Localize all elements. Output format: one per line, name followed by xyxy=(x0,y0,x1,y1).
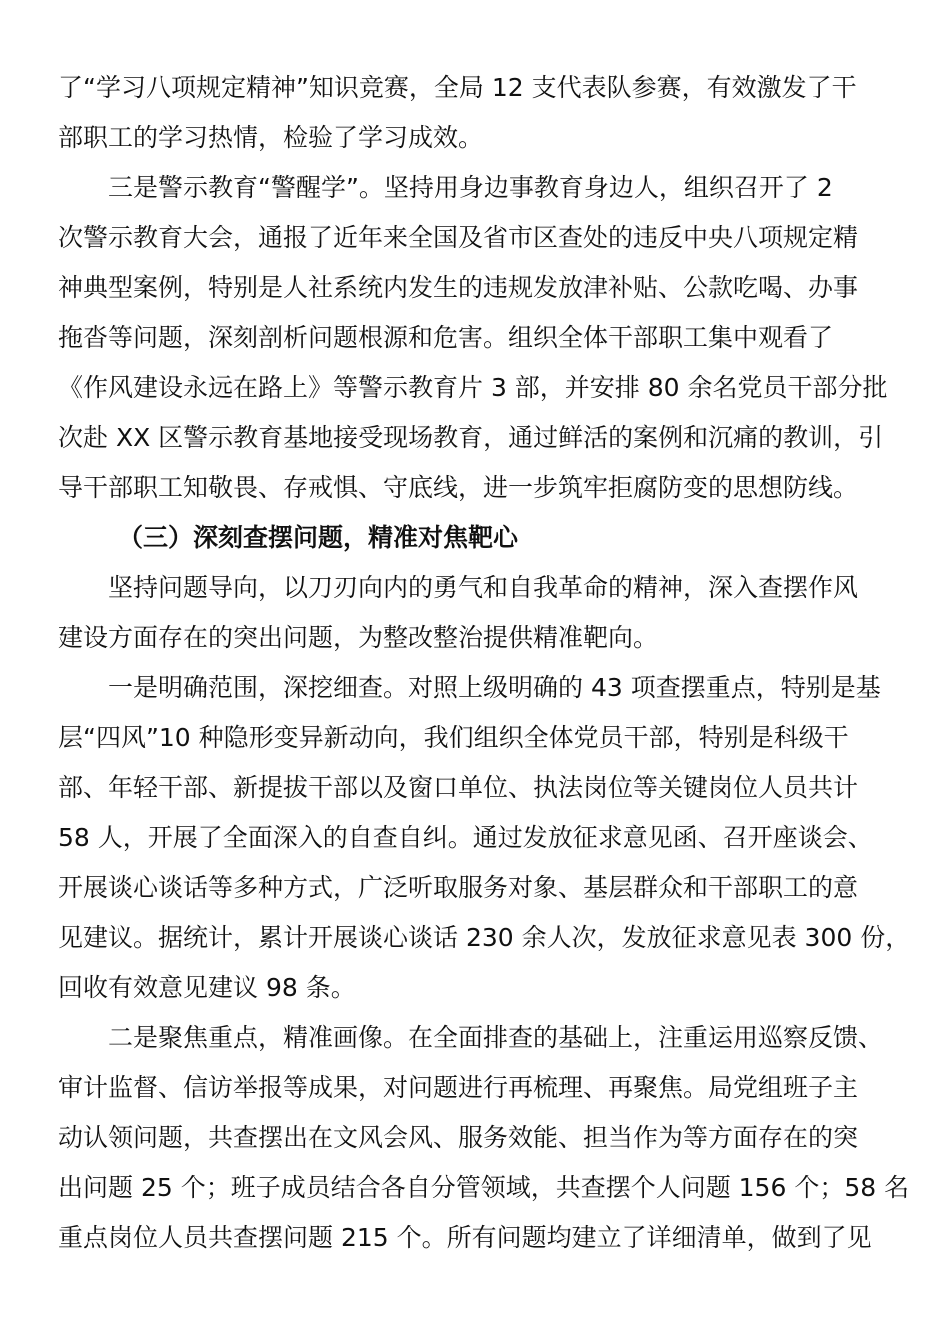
paragraph-line: 《作风建设永远在路上》等警示教育片 3 部，并安排 80 余名党员干部分批 xyxy=(58,373,888,402)
paragraph-line: 重点岗位人员共查摆问题 215 个。所有问题均建立了详细清单，做到了见 xyxy=(58,1223,872,1252)
paragraph-line: 次警示教育大会，通报了近年来全国及省市区查处的违反中央八项规定精 xyxy=(58,223,859,252)
paragraph-line: 部、年轻干部、新提拔干部以及窗口单位、执法岗位等关键岗位人员共计 xyxy=(58,773,859,802)
paragraph-line: 拖沓等问题，深刻剖析问题根源和危害。组织全体干部职工集中观看了 xyxy=(58,323,834,352)
paragraph-line: 部职工的学习热情，检验了学习成效。 xyxy=(58,123,484,152)
paragraph-line: 动认领问题，共查摆出在文风会风、服务效能、担当作为等方面存在的突 xyxy=(58,1123,859,1152)
paragraph-line: 建设方面存在的突出问题，为整改整治提供精准靶向。 xyxy=(58,623,659,652)
paragraph-line: 次赴 XX 区警示教育基地接受现场教育，通过鲜活的案例和沉痛的教训，引 xyxy=(58,423,884,452)
paragraph-line: 二是聚焦重点，精准画像。在全面排查的基础上，注重运用巡察反馈、 xyxy=(108,1023,884,1052)
section-heading: （三）深刻查摆问题，精准对焦靶心 xyxy=(118,523,519,552)
paragraph-line: 一是明确范围，深挖细查。对照上级明确的 43 项查摆重点，特别是基 xyxy=(108,673,881,702)
paragraph-line: 了“学习八项规定精神”知识竞赛，全局 12 支代表队参赛，有效激发了干 xyxy=(58,73,857,102)
paragraph-line: 导干部职工知敬畏、存戒惧、守底线，进一步筑牢拒腐防变的思想防线。 xyxy=(58,473,859,502)
paragraph-line: 回收有效意见建议 98 条。 xyxy=(58,973,356,1002)
paragraph-line: 开展谈心谈话等多种方式，广泛听取服务对象、基层群众和干部职工的意 xyxy=(58,873,859,902)
paragraph-line: 神典型案例，特别是人社系统内发生的违规发放津补贴、公款吃喝、办事 xyxy=(58,273,859,302)
paragraph-line: 层“四风”10 种隐形变异新动向，我们组织全体党员干部，特别是科级干 xyxy=(58,723,849,752)
paragraph-line: 见建议。据统计，累计开展谈心谈话 230 余人次，发放征求意见表 300 份， xyxy=(58,923,911,952)
paragraph-line: 坚持问题导向，以刀刃向内的勇气和自我革命的精神，深入查摆作风 xyxy=(108,573,859,602)
paragraph-line: 出问题 25 个；班子成员结合各自分管领域，共查摆个人问题 156 个；58 名 xyxy=(58,1173,910,1202)
paragraph-line: 三是警示教育“警醒学”。坚持用身边事教育身边人，组织召开了 2 xyxy=(108,173,833,202)
paragraph-line: 58 人，开展了全面深入的自查自纠。通过发放征求意见函、召开座谈会、 xyxy=(58,823,873,852)
paragraph-line: 审计监督、信访举报等成果，对问题进行再梳理、再聚焦。局党组班子主 xyxy=(58,1073,859,1102)
